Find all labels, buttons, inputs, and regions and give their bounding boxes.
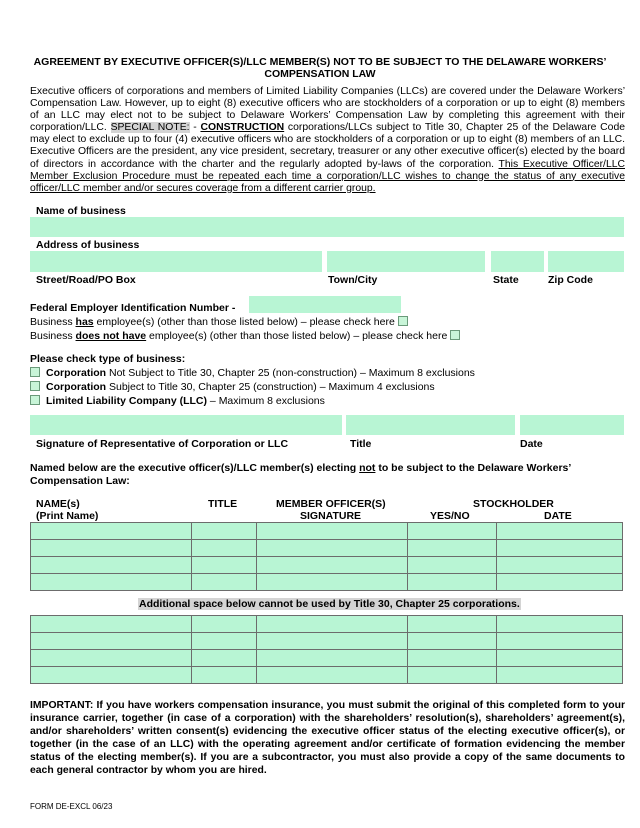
signature-label: Signature of Representative of Corporation or LLC	[36, 438, 289, 450]
yes-no-cell[interactable]	[408, 633, 497, 650]
zip-label: Zip Code	[548, 274, 593, 286]
type-option-2-rest: Subject to Title 30, Chapter 25 (construction) – Maximum 4 exclusions	[106, 381, 435, 393]
name-cell[interactable]	[31, 633, 192, 650]
print-name-header: (Print Name)	[36, 510, 99, 522]
zip-field[interactable]	[548, 251, 624, 272]
name-cell[interactable]	[31, 574, 192, 591]
form-title: AGREEMENT BY EXECUTIVE OFFICER(S)/LLC MEMBER(S) NOT TO BE SUBJECT TO THE DELAWARE WORKERS’ COMPENSATION LAW	[33, 56, 607, 80]
yes-no-cell[interactable]	[408, 523, 497, 540]
table-row	[31, 540, 623, 557]
signature-date-field[interactable]	[520, 415, 624, 435]
has-bold: has	[75, 316, 94, 328]
type-option-3-rest: – Maximum 8 exclusions	[207, 395, 325, 407]
type-option-2	[30, 381, 435, 393]
date-cell[interactable]	[497, 667, 623, 684]
officers-table	[30, 522, 623, 591]
important-notice: IMPORTANT: If you have workers compensation insurance, you must submit the original of this completed form to your insurance carrier, together (in case of a corporation) with the shareholders’ resolution(s), shareholders’ agreement(s), and/or shareholders’ written consent(s) evidencing the executive officer status of the electing executive officer(s), or together (in the case of an LLC) with the operating agreement and/or certificate of formation evidencing the member status of the electing member(s). If you are a subcontractor, you must also provide a copy of the same documents to each general contractor by whom you are hired.	[30, 700, 625, 776]
yes-no-cell[interactable]	[408, 574, 497, 591]
special-note-label: SPECIAL NOTE:	[110, 122, 190, 134]
type-option-1-bold: Corporation	[46, 367, 107, 379]
named-post: to be subject to the Delaware Workers’ Compensation Law:	[30, 462, 571, 487]
fein-field[interactable]	[249, 296, 401, 313]
intro-text-3: This Executive Officer/LLC Member Exclusion Procedure must be repeated each time a corporation/LLC wishes to change the status of any executive officer/LLC member and/or secures coverage from a different carrier group.	[30, 158, 625, 194]
has-post: employee(s) (other than those listed below) – please check here	[93, 316, 395, 328]
signature-cell[interactable]	[257, 616, 408, 633]
additional-officers-table	[30, 615, 623, 684]
signature-title-label: Title	[350, 438, 372, 450]
date-cell[interactable]	[497, 540, 623, 557]
table-row	[31, 667, 623, 684]
table-row	[31, 574, 623, 591]
yes-no-cell[interactable]	[408, 557, 497, 574]
type-option-3-bold: Limited Liability Company (LLC)	[46, 395, 208, 407]
form-number: FORM DE-EXCL 06/23	[30, 802, 113, 811]
named-pre: Named below are the executive officer(s)/LLC member(s) electing	[30, 462, 360, 474]
yes-no-cell[interactable]	[408, 540, 497, 557]
fein-label: Federal Employer Identification Number -	[30, 302, 236, 314]
title-cell[interactable]	[192, 616, 257, 633]
named-below-text	[30, 462, 590, 488]
name-cell[interactable]	[31, 667, 192, 684]
signature-cell[interactable]	[257, 574, 408, 591]
type-option-3-checkbox[interactable]	[30, 395, 40, 405]
title-cell[interactable]	[192, 557, 257, 574]
signature-cell[interactable]	[257, 557, 408, 574]
intro-text-2: corporations/LLCs subject to Title 30, Chapter 25 of the Delaware Code may elect to exclude up to four (4) executive officers who are stockholders of a corporation or up to eight (8) members of an LLC. Executive Officers are the president, any vice president, secretary, treasurer or any other executive officer(s) elected by the board of directors in accordance with the charter and the regularly adopted by-laws of the corporation.	[30, 122, 625, 170]
intro-paragraph	[30, 86, 625, 195]
signature-title-field[interactable]	[346, 415, 515, 435]
title-header: TITLE	[208, 498, 238, 510]
table-row	[31, 616, 623, 633]
no-employees-checkbox[interactable]	[450, 330, 460, 340]
date-cell[interactable]	[497, 633, 623, 650]
yes-no-cell[interactable]	[408, 616, 497, 633]
date-cell[interactable]	[497, 523, 623, 540]
town-field[interactable]	[327, 251, 485, 272]
type-option-3	[30, 395, 325, 407]
title-cell[interactable]	[192, 650, 257, 667]
street-label: Street/Road/PO Box	[36, 274, 136, 286]
name-cell[interactable]	[31, 557, 192, 574]
table-row	[31, 633, 623, 650]
type-option-2-checkbox[interactable]	[30, 381, 40, 391]
not-pre: Business	[30, 330, 76, 342]
has-employees-checkbox[interactable]	[398, 316, 408, 326]
type-option-1-checkbox[interactable]	[30, 367, 40, 377]
signature-date-label: Date	[520, 438, 543, 450]
title-cell[interactable]	[192, 633, 257, 650]
stockholder-header: STOCKHOLDER	[473, 498, 554, 510]
signature-header: SIGNATURE	[300, 510, 362, 522]
state-label: State	[493, 274, 519, 286]
name-cell[interactable]	[31, 616, 192, 633]
business-address-label: Address of business	[36, 239, 140, 251]
table-row	[31, 650, 623, 667]
table-row	[31, 523, 623, 540]
not-bold: does not have	[75, 330, 147, 342]
date-cell[interactable]	[497, 650, 623, 667]
title-cell[interactable]	[192, 574, 257, 591]
signature-cell[interactable]	[257, 523, 408, 540]
additional-space-note: Additional space below cannot be used by Title 30, Chapter 25 corporations.	[139, 598, 520, 610]
yes-no-header: YES/NO	[430, 510, 470, 522]
date-cell[interactable]	[497, 557, 623, 574]
names-header: NAME(s)	[36, 498, 80, 510]
date-cell[interactable]	[497, 574, 623, 591]
yes-no-cell[interactable]	[408, 667, 497, 684]
business-type-label: Please check type of business:	[30, 353, 186, 365]
intro-dash: -	[189, 122, 201, 134]
signature-cell[interactable]	[257, 633, 408, 650]
intro-text-1: Executive officers of corporations and members of Limited Liability Companies (LLCs) are covered under the Delaware Workers’ Compensation Law. However, up to eight (8) executive officers who are stockholders of a corporation or up to eight (8) members of an LLC may elect not to be subject to Delaware Workers’ Compensation Law by completing this agreement with their corporation/LLC.	[30, 86, 625, 134]
has-pre: Business	[30, 316, 76, 328]
yes-no-cell[interactable]	[408, 650, 497, 667]
table-row	[31, 557, 623, 574]
signature-cell[interactable]	[257, 667, 408, 684]
name-cell[interactable]	[31, 523, 192, 540]
name-cell[interactable]	[31, 650, 192, 667]
date-cell[interactable]	[497, 616, 623, 633]
signature-cell[interactable]	[257, 650, 408, 667]
town-label: Town/City	[328, 274, 378, 286]
no-employees-row	[30, 330, 460, 342]
type-option-1-rest: Not Subject to Title 30, Chapter 25 (non-construction) – Maximum 8 exclusions	[106, 367, 475, 379]
street-field[interactable]	[30, 251, 322, 272]
business-name-label: Name of business	[36, 205, 126, 217]
title-cell[interactable]	[192, 523, 257, 540]
title-cell[interactable]	[192, 667, 257, 684]
business-name-field[interactable]	[30, 217, 624, 237]
type-option-1	[30, 367, 475, 379]
has-employees-row	[30, 316, 408, 328]
type-option-2-bold: Corporation	[46, 381, 107, 393]
date-header: DATE	[544, 510, 572, 522]
name-cell[interactable]	[31, 540, 192, 557]
member-officer-header: MEMBER OFFICER(S)	[276, 498, 386, 510]
state-field[interactable]	[491, 251, 544, 272]
title-cell[interactable]	[192, 540, 257, 557]
not-post: employee(s) (other than those listed below) – please check here	[146, 330, 448, 342]
signature-cell[interactable]	[257, 540, 408, 557]
construction-label: CONSTRUCTION	[200, 122, 285, 134]
named-not: not	[359, 462, 376, 474]
signature-field[interactable]	[30, 415, 342, 435]
